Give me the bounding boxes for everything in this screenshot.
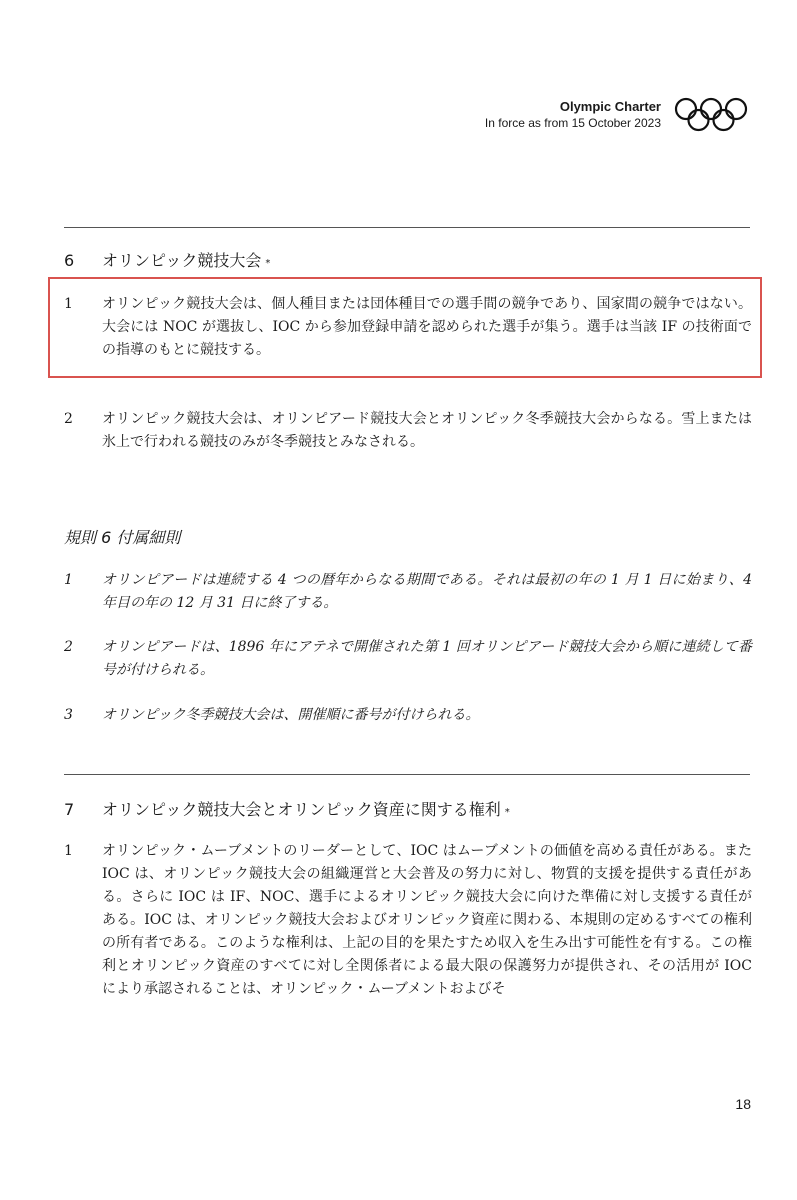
- paragraph-number: 2: [64, 639, 73, 655]
- bylaw-paragraph-1: [64, 569, 752, 615]
- bylaw-paragraph-3: [64, 704, 752, 727]
- section-7-paragraph-1: [64, 840, 752, 1001]
- section-heading: オリンピック競技大会: [102, 251, 262, 270]
- olympic-rings-icon: [673, 96, 749, 134]
- bylaw-paragraph-2: [64, 636, 752, 682]
- footnote-asterisk: *: [504, 807, 510, 818]
- paragraph-number: 1: [64, 296, 73, 312]
- paragraph-number: 2: [64, 411, 73, 427]
- section-number: 6: [64, 251, 75, 270]
- paragraph-text: オリンピアードは連続する 4 つの暦年からなる期間である。それは最初の年の 1 月 1 日に始まり、4 年目の年の 12 月 31 日に終了する。: [102, 572, 752, 611]
- section-heading: オリンピック競技大会とオリンピック資産に関する権利: [102, 800, 501, 819]
- section-6-paragraph-2: [64, 408, 752, 454]
- paragraph-number: 1: [64, 572, 73, 588]
- section-number: 7: [64, 800, 75, 819]
- section-divider: [64, 774, 750, 775]
- header-text: [485, 99, 661, 131]
- section-7-title: [64, 797, 510, 820]
- paragraph-number: 1: [64, 843, 73, 859]
- paragraph-text: オリンピック競技大会は、個人種目または団体種目での選手間の競争であり、国家間の競争ではない。大会には NOC が選抜し、IOC から参加登録申請を認められた選手が集う。選手は当該 IF の技術面での指導のもとに競技する。: [102, 296, 752, 358]
- paragraph-number: 3: [64, 707, 73, 723]
- paragraph-text: オリンピック競技大会は、オリンピアード競技大会とオリンピック冬季競技大会からなる。雪上または氷上で行われる競技のみが冬季競技とみなされる。: [102, 411, 752, 450]
- document-title: Olympic Charter: [559, 99, 661, 114]
- footnote-asterisk: *: [265, 258, 271, 269]
- page-number: 18: [735, 1096, 751, 1112]
- bylaw-heading: 規則 6 付属細則: [64, 528, 181, 547]
- paragraph-text: オリンピック冬季競技大会は、開催順に番号が付けられる。: [102, 707, 480, 723]
- section-6-title: [64, 248, 270, 271]
- section-divider: [64, 227, 750, 228]
- document-date: In force as from 15 October 2023: [484, 116, 661, 130]
- section-6-paragraph-1: [64, 293, 752, 362]
- paragraph-text: オリンピック・ムーブメントのリーダーとして、IOC はムーブメントの価値を高める責任がある。また IOC は、オリンピック競技大会の組織運営と大会普及の努力に対し、物質的支援を提供する責任がある。さらに IOC は IF、NOC、選手によるオリンピック競技大会に向けた準備に対し支援する責任がある。IOC は、オリンピック競技大会およびオリンピック資産に関わる、本規則の定めるすべての権利の所有者である。このような権利は、上記の目的を果たすため収入を生み出す可能性を有する。この権利とオリンピック資産のすべてに対し全関係者による最大限の保護努力が提供され、その活用が IOC により承認されることは、オリンピック・ムーブメントおよびそ: [102, 843, 752, 997]
- page-header: [485, 96, 749, 134]
- paragraph-text: オリンピアードは、1896 年にアテネで開催された第 1 回オリンピアード競技大会から順に連続して番号が付けられる。: [102, 639, 752, 678]
